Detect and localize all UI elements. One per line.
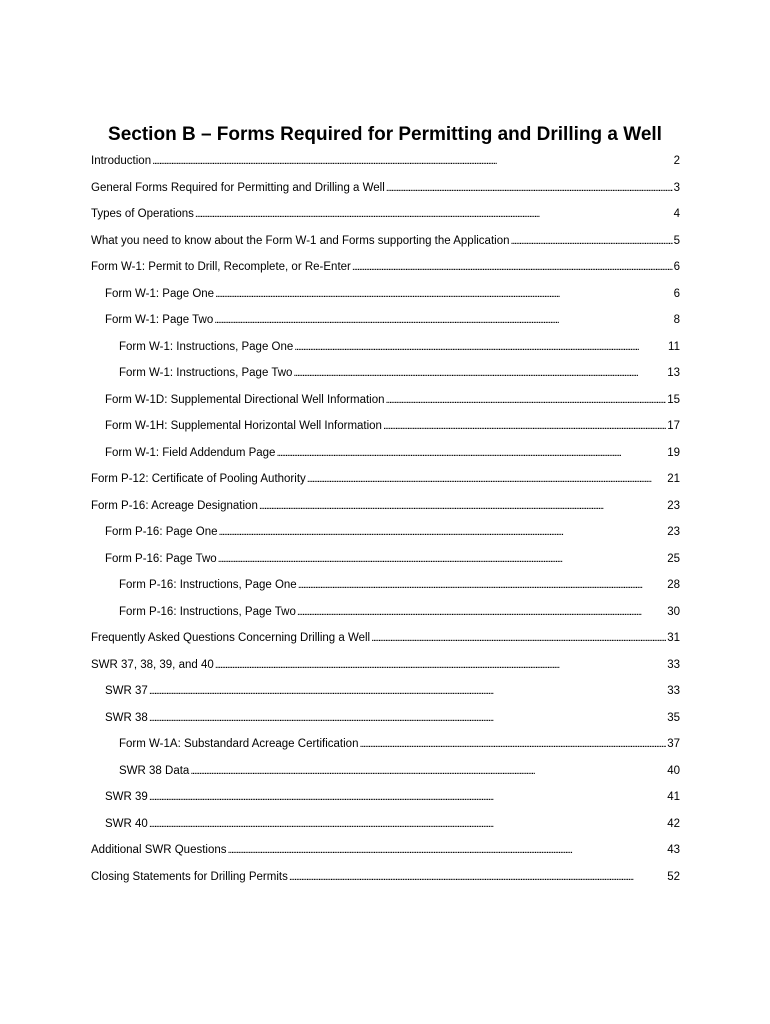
toc-entry[interactable]	[105, 417, 680, 435]
toc-entry-page: 40	[667, 765, 680, 777]
toc-entry-page: 17	[667, 420, 680, 432]
toc-entry[interactable]	[105, 391, 680, 409]
toc-dot-leader	[386, 391, 667, 409]
toc-dot-leader	[293, 364, 666, 382]
toc-entry-label: Form W-1: Instructions, Page Two	[119, 367, 293, 379]
toc-dot-leader	[259, 497, 666, 515]
toc-dot-leader	[149, 682, 666, 700]
toc-entry-page: 30	[667, 606, 680, 618]
toc-entry[interactable]	[105, 682, 680, 700]
toc-entry-label: Form P-16: Page Two	[105, 553, 217, 565]
toc-entry-label: SWR 38	[105, 712, 148, 724]
toc-dot-leader	[298, 576, 667, 594]
toc-dot-leader	[289, 868, 666, 886]
toc-dot-leader	[214, 311, 672, 329]
toc-dot-leader	[219, 523, 667, 541]
toc-dot-leader	[511, 232, 673, 250]
toc-entry[interactable]	[91, 205, 680, 223]
toc-entry-label: Form P-16: Instructions, Page One	[119, 579, 297, 591]
toc-entry-page: 15	[667, 394, 680, 406]
toc-entry-page: 8	[673, 314, 680, 326]
toc-entry[interactable]	[119, 762, 680, 780]
toc-entry[interactable]	[91, 232, 680, 250]
toc-entry[interactable]	[119, 603, 680, 621]
toc-dot-leader	[294, 338, 667, 356]
toc-entry[interactable]	[91, 497, 680, 515]
toc-dot-leader	[149, 815, 666, 833]
toc-entry-label: What you need to know about the Form W-1 and Forms supporting the Application	[91, 235, 510, 247]
toc-entry[interactable]	[119, 735, 680, 753]
toc-entry-page: 33	[667, 685, 680, 697]
toc-dot-leader	[149, 709, 666, 727]
toc-entry[interactable]	[91, 629, 680, 647]
toc-entry-label: Form W-1: Page Two	[105, 314, 214, 326]
toc-entry[interactable]	[105, 550, 680, 568]
toc-entry-page: 35	[667, 712, 680, 724]
toc-dot-leader	[359, 735, 666, 753]
toc-entry-page: 2	[673, 155, 680, 167]
toc-dot-leader	[215, 656, 666, 674]
toc-entry[interactable]	[119, 576, 680, 594]
toc-entry-label: Form W-1D: Supplemental Directional Well Information	[105, 394, 385, 406]
toc-entry[interactable]	[119, 364, 680, 382]
toc-dot-leader	[383, 417, 666, 435]
toc-dot-leader	[149, 788, 666, 806]
toc-entry-page: 21	[667, 473, 680, 485]
toc-entry[interactable]	[105, 285, 680, 303]
toc-dot-leader	[276, 444, 666, 462]
toc-entry-page: 5	[673, 235, 680, 247]
toc-entry[interactable]	[91, 656, 680, 674]
toc-dot-leader	[352, 258, 673, 276]
toc-entry-label: Form P-16: Acreage Designation	[91, 500, 258, 512]
toc-entry[interactable]	[105, 815, 680, 833]
toc-entry-label: SWR 37	[105, 685, 148, 697]
toc-entry-page: 31	[667, 632, 680, 644]
toc-entry-page: 4	[673, 208, 680, 220]
toc-entry[interactable]	[91, 841, 680, 859]
toc-entry[interactable]	[91, 470, 680, 488]
toc-entry-label: Types of Operations	[91, 208, 194, 220]
toc-dot-leader	[228, 841, 667, 859]
toc-entry[interactable]	[91, 152, 680, 170]
toc-dot-leader	[386, 179, 673, 197]
toc-entry-label: Form W-1: Field Addendum Page	[105, 447, 276, 459]
toc-entry-label: Form W-1H: Supplemental Horizontal Well Information	[105, 420, 382, 432]
toc-dot-leader	[195, 205, 673, 223]
toc-entry-page: 23	[667, 526, 680, 538]
toc-dot-leader	[297, 603, 666, 621]
toc-dot-leader	[218, 550, 667, 568]
toc-entry-page: 3	[673, 182, 680, 194]
toc-entry-label: Form W-1: Page One	[105, 288, 215, 300]
toc-entry-label: SWR 37, 38, 39, and 40	[91, 659, 214, 671]
toc-entry-label: SWR 40	[105, 818, 148, 830]
toc-dot-leader	[371, 629, 666, 647]
toc-entry-label: Closing Statements for Drilling Permits	[91, 871, 288, 883]
toc-entry-page: 41	[667, 791, 680, 803]
toc-entry-page: 28	[667, 579, 680, 591]
toc-entry-page: 25	[667, 553, 680, 565]
toc-entry-label: Additional SWR Questions	[91, 844, 227, 856]
toc-entry-label: Form P-12: Certificate of Pooling Authority	[91, 473, 306, 485]
toc-entry-page: 19	[667, 447, 680, 459]
toc-entry[interactable]	[105, 709, 680, 727]
toc-entry-page: 33	[667, 659, 680, 671]
toc-entry-page: 6	[673, 288, 680, 300]
toc-entry-label: SWR 39	[105, 791, 148, 803]
toc-entry-label: Introduction	[91, 155, 152, 167]
toc-entry[interactable]	[105, 523, 680, 541]
toc-entry-page: 52	[667, 871, 680, 883]
toc-entry-page: 6	[673, 261, 680, 273]
toc-entry[interactable]	[91, 179, 680, 197]
toc-dot-leader	[152, 152, 672, 170]
toc-entry-label: SWR 38 Data	[119, 765, 190, 777]
toc-entry-label: Form P-16: Page One	[105, 526, 218, 538]
section-title: Section B – Forms Required for Permitting and Drilling a Well	[108, 124, 662, 145]
toc-entry[interactable]	[91, 258, 680, 276]
toc-entry[interactable]	[105, 788, 680, 806]
toc-entry[interactable]	[105, 444, 680, 462]
toc-entry-page: 23	[667, 500, 680, 512]
toc-entry[interactable]	[119, 338, 680, 356]
toc-entry-label: Form P-16: Instructions, Page Two	[119, 606, 296, 618]
toc-entry-label: Frequently Asked Questions Concerning Drilling a Well	[91, 632, 371, 644]
toc-dot-leader	[307, 470, 666, 488]
toc-entry-page: 11	[668, 341, 680, 353]
toc-dot-leader	[215, 285, 673, 303]
toc-entry-label: Form W-1: Permit to Drill, Recomplete, or Re-Enter	[91, 261, 351, 273]
toc-entry-label: General Forms Required for Permitting and Drilling a Well	[91, 182, 385, 194]
toc-entry-page: 37	[667, 738, 680, 750]
toc-entry-page: 42	[667, 818, 680, 830]
toc-entry-label: Form W-1A: Substandard Acreage Certification	[119, 738, 359, 750]
toc-entry-page: 13	[667, 367, 680, 379]
toc-entry-label: Form W-1: Instructions, Page One	[119, 341, 294, 353]
toc-entry[interactable]	[105, 311, 680, 329]
toc-entry-page: 43	[667, 844, 680, 856]
toc-dot-leader	[190, 762, 666, 780]
toc-entry[interactable]	[91, 868, 680, 886]
